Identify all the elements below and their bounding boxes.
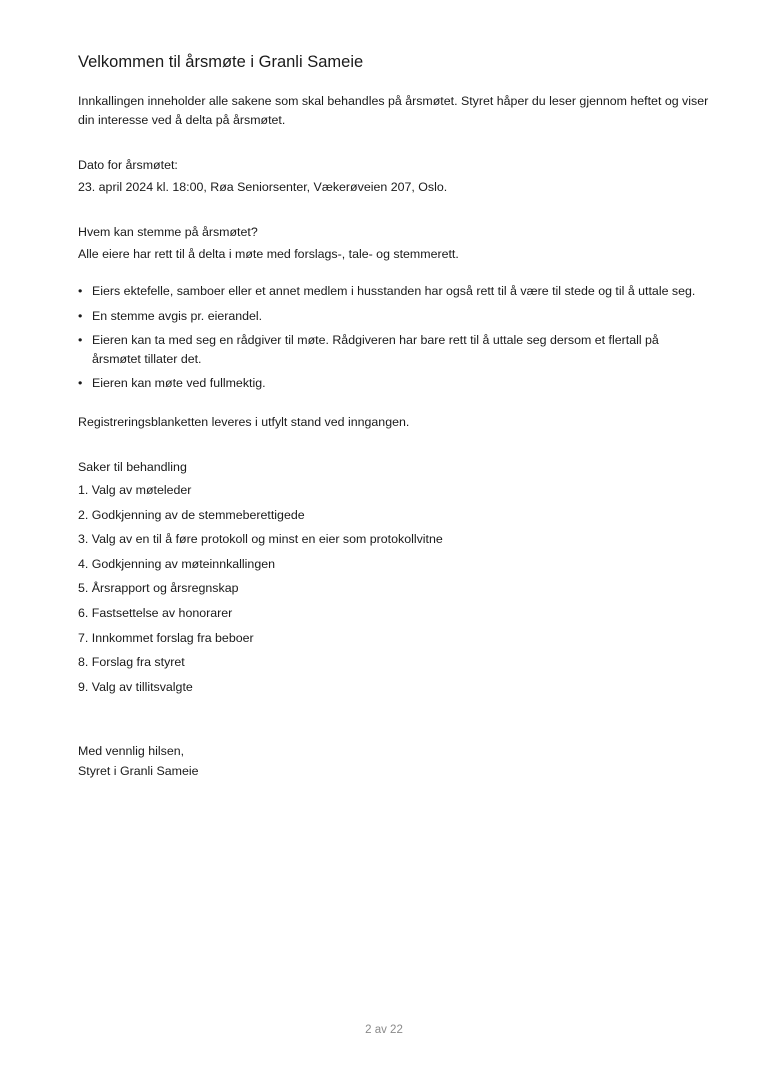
closing-signature: Styret i Granli Sameie (78, 764, 199, 778)
bullet-text: En stemme avgis pr. eierandel. (92, 308, 263, 323)
voting-bullet-list (78, 282, 718, 399)
list-item (78, 307, 718, 326)
list-item: 7. Innkommet forslag fra beboer (78, 630, 254, 645)
list-item (78, 282, 718, 301)
bullet-text: Eiers ektefelle, samboer eller et annet medlem i husstanden har også rett til å være til stede og til å uttale seg. (92, 284, 696, 298)
list-item: 1. Valg av møteleder (78, 483, 192, 497)
list-item (78, 374, 718, 393)
list-item: 4. Godkjenning av møteinnkallingen (78, 556, 275, 571)
bullet-text: Eieren kan møte ved fullmektig. (92, 376, 266, 390)
cases-label: Saker til behandling (78, 460, 187, 474)
closing-greeting: Med vennlig hilsen, (78, 744, 185, 758)
bullet-marker: • (78, 284, 83, 298)
list-item: 5. Årsrapport og årsregnskap (78, 581, 239, 596)
page-indicator: 2 av 22 (365, 1024, 403, 1036)
registration-note: Registreringsblanketten leveres i utfylt stand ved inngangen. (78, 415, 410, 429)
intro-paragraph: Innkallingen inneholder alle sakene som skal behandles på årsmøtet. Styret håper du leser gjennom heftet og viser din interesse ved å delta på årsmøtet. (78, 94, 709, 127)
voting-label: Hvem kan stemme på årsmøtet? (78, 225, 258, 239)
list-item: 9. Valg av tillitsvalgte (78, 679, 193, 694)
list-item: 3. Valg av en til å føre protokoll og minst en eier som protokollvitne (78, 532, 443, 547)
list-item (78, 331, 718, 368)
voting-text: Alle eiere har rett til å delta i møte med forslags-, tale- og stemmerett. (78, 247, 459, 261)
bullet-text: Eieren kan ta med seg en rådgiver til møte. Rådgiveren har bare rett til å uttale seg dersom et flertall på årsmøtet tillater det. (92, 333, 659, 366)
date-label: Dato for årsmøtet: (78, 158, 178, 172)
page-title: Velkommen til årsmøte i Granli Sameie (78, 53, 364, 71)
bullet-marker: • (78, 308, 83, 323)
list-item: 6. Fastsettelse av honorarer (78, 605, 233, 620)
list-item: 8. Forslag fra styret (78, 655, 185, 670)
list-item: 2. Godkjenning av de stemmeberettigede (78, 507, 305, 522)
bullet-marker: • (78, 333, 83, 347)
date-value: 23. april 2024 kl. 18:00, Røa Seniorsenter, Vækerøveien 207, Oslo. (78, 180, 448, 194)
bullet-marker: • (78, 376, 83, 390)
cases-list (78, 481, 443, 702)
